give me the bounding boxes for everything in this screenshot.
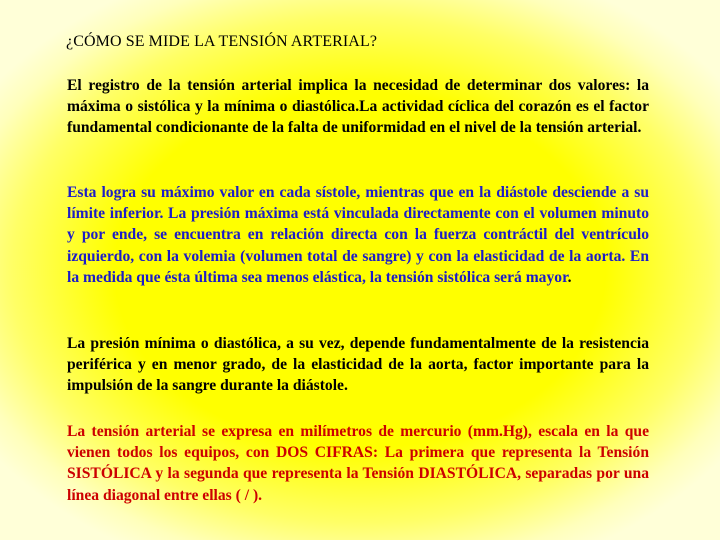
paragraph-diastolic-pressure: La presión mínima o diastólica, a su vez, depende fundamentalmente de la resistencia periférica y en menor grado, de la elasticidad de la aorta, factor importante para la impulsión de la sangre durante la diástole. bbox=[67, 335, 649, 395]
paragraph-measurement-units: La tensión arterial se expresa en milímetros de mercurio (mm.Hg), escala en la que vienen todos los equipos, con DOS CIFRAS: La primera que representa la Tensión SISTÓLICA y la segunda que representa la Tensión DIASTÓLICA, separadas por una línea diagonal entre ellas ( / ). bbox=[67, 423, 649, 504]
paragraph-systolic-end-dot: . bbox=[567, 268, 572, 286]
slide-title: ¿CÓMO SE MIDE LA TENSIÓN ARTERIAL? bbox=[66, 33, 378, 50]
paragraph-blood-pressure-registry: El registro de la tensión arterial implica la necesidad de determinar dos valores: la máxima o sistólica y la mínima o diastólica.La actividad cíclica del corazón es el factor fundamental condicionante de la falta de uniformidad en el nivel de la tensión arterial. bbox=[67, 77, 649, 137]
paragraph-systolic-text: Esta logra su máximo valor en cada sístole, mientras que en la diástole desciende a su límite inferior. La presión máxima está vinculada directamente con el volumen minuto y por ende, se encuentra en relación directa con la fuerza contráctil del ventrículo izquierdo, con la volemia (volumen total de sangre) y con la elasticidad de la aorta. En la medida que ésta última sea menos elástica, la tensión sistólica será mayor bbox=[67, 184, 649, 286]
paragraph-systolic-pressure bbox=[67, 182, 649, 288]
